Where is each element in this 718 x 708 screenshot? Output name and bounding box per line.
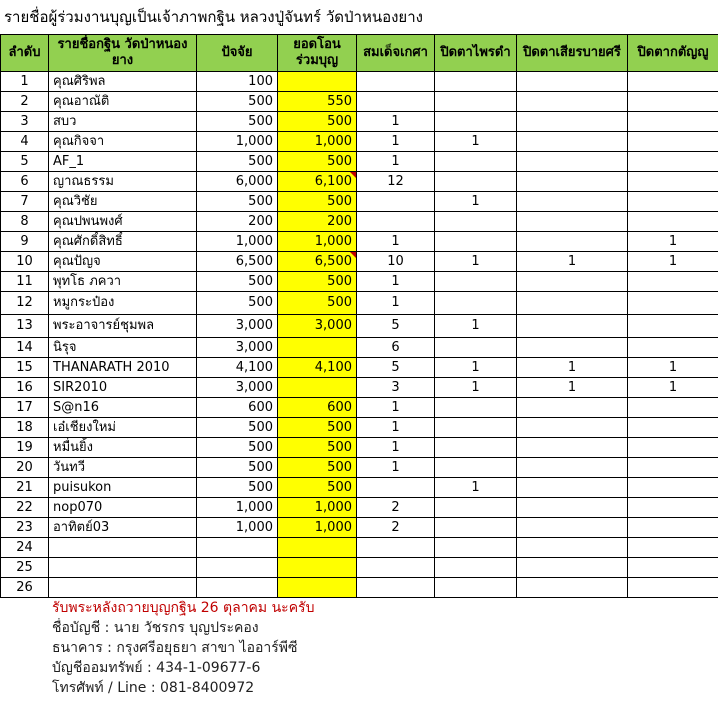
cell-pidta-phrai[interactable]: [435, 578, 517, 598]
cell-contribution[interactable]: 3,000: [197, 338, 278, 358]
cell-no[interactable]: 7: [1, 192, 49, 212]
cell-no[interactable]: 26: [1, 578, 49, 598]
cell-contribution[interactable]: [197, 558, 278, 578]
cell-pidta-katanyu[interactable]: [628, 112, 718, 132]
cell-pidta-phrai[interactable]: [435, 558, 517, 578]
cell-contribution[interactable]: 500: [197, 192, 278, 212]
footer-receive-note: รับพระหลังถวายบุญกฐิน 26 ตุลาคม นะครับ: [52, 600, 315, 616]
cell-contribution[interactable]: 6,500: [197, 252, 278, 272]
cell-transfer[interactable]: 6,500: [278, 252, 357, 272]
cell-transfer[interactable]: 500: [278, 192, 357, 212]
cell-pidta-katanyu[interactable]: [628, 338, 718, 358]
cell-name[interactable]: [49, 538, 197, 558]
cell-somdet[interactable]: [357, 192, 435, 212]
cell-name[interactable]: [49, 558, 197, 578]
table-row: [1, 272, 718, 292]
cell-contribution[interactable]: 100: [197, 72, 278, 92]
cell-pidta-phrai[interactable]: 1: [435, 315, 517, 338]
cell-name[interactable]: AF_1: [49, 152, 197, 172]
table-row: [1, 518, 718, 538]
donor-table: [0, 34, 718, 598]
cell-no[interactable]: 18: [1, 418, 49, 438]
cell-no[interactable]: 9: [1, 232, 49, 252]
cell-pidta-katanyu[interactable]: [628, 478, 718, 498]
cell-somdet[interactable]: 1: [357, 152, 435, 172]
cell-pidta-sia[interactable]: 1: [517, 358, 628, 378]
cell-no[interactable]: 11: [1, 272, 49, 292]
cell-pidta-katanyu[interactable]: [628, 418, 718, 438]
cell-transfer[interactable]: 200: [278, 212, 357, 232]
cell-pidta-sia[interactable]: [517, 212, 628, 232]
cell-somdet[interactable]: [357, 212, 435, 232]
table-row: [1, 378, 718, 398]
cell-contribution[interactable]: 200: [197, 212, 278, 232]
cell-pidta-katanyu[interactable]: [628, 558, 718, 578]
cell-transfer[interactable]: 500: [278, 292, 357, 315]
cell-transfer[interactable]: 1,000: [278, 518, 357, 538]
cell-pidta-phrai[interactable]: [435, 152, 517, 172]
cell-somdet[interactable]: 10: [357, 252, 435, 272]
cell-transfer[interactable]: 500: [278, 112, 357, 132]
cell-pidta-sia[interactable]: [517, 558, 628, 578]
cell-contribution[interactable]: 4,100: [197, 358, 278, 378]
cell-pidta-phrai[interactable]: [435, 438, 517, 458]
table-row: [1, 112, 718, 132]
table-row: [1, 212, 718, 232]
cell-pidta-phrai[interactable]: [435, 458, 517, 478]
cell-pidta-katanyu[interactable]: [628, 292, 718, 315]
cell-pidta-sia[interactable]: [517, 498, 628, 518]
cell-contribution[interactable]: 3,000: [197, 378, 278, 398]
cell-contribution[interactable]: 6,000: [197, 172, 278, 192]
cell-pidta-phrai[interactable]: 1: [435, 358, 517, 378]
cell-pidta-sia[interactable]: [517, 538, 628, 558]
cell-pidta-katanyu[interactable]: [628, 538, 718, 558]
cell-transfer[interactable]: [278, 72, 357, 92]
cell-transfer[interactable]: 500: [278, 152, 357, 172]
cell-transfer[interactable]: 550: [278, 92, 357, 112]
footer-phone: โทรศัพท์ / Line : 081-8400972: [52, 680, 255, 696]
cell-name[interactable]: S@n16: [49, 398, 197, 418]
cell-somdet[interactable]: 6: [357, 338, 435, 358]
cell-name[interactable]: คุณศิริพล: [49, 72, 197, 92]
cell-pidta-sia[interactable]: [517, 458, 628, 478]
cell-pidta-sia[interactable]: [517, 112, 628, 132]
cell-pidta-sia[interactable]: [517, 438, 628, 458]
table-row: [1, 192, 718, 212]
cell-contribution[interactable]: 600: [197, 398, 278, 418]
cell-name[interactable]: [49, 578, 197, 598]
cell-pidta-phrai[interactable]: [435, 418, 517, 438]
cell-name[interactable]: นิรุจ: [49, 338, 197, 358]
cell-contribution[interactable]: [197, 538, 278, 558]
cell-transfer[interactable]: 1,000: [278, 498, 357, 518]
cell-pidta-sia[interactable]: [517, 192, 628, 212]
header-somdet[interactable]: สมเด็จเกศา: [357, 35, 435, 72]
cell-no[interactable]: 1: [1, 72, 49, 92]
cell-pidta-sia[interactable]: [517, 338, 628, 358]
cell-pidta-sia[interactable]: [517, 232, 628, 252]
cell-pidta-sia[interactable]: 1: [517, 252, 628, 272]
cell-name[interactable]: คุณอาณัติ: [49, 92, 197, 112]
cell-somdet[interactable]: [357, 72, 435, 92]
cell-no[interactable]: 16: [1, 378, 49, 398]
header-pidta-katanyu[interactable]: ปิดตากตัญญู: [628, 35, 718, 72]
cell-pidta-phrai[interactable]: 1: [435, 192, 517, 212]
cell-pidta-sia[interactable]: [517, 418, 628, 438]
cell-pidta-katanyu[interactable]: 1: [628, 358, 718, 378]
cell-pidta-sia[interactable]: [517, 72, 628, 92]
cell-pidta-sia[interactable]: [517, 398, 628, 418]
cell-somdet[interactable]: 1: [357, 292, 435, 315]
cell-name[interactable]: puisukon: [49, 478, 197, 498]
cell-name[interactable]: THANARATH 2010: [49, 358, 197, 378]
cell-transfer[interactable]: 500: [278, 438, 357, 458]
cell-no[interactable]: 19: [1, 438, 49, 458]
cell-transfer[interactable]: 1,000: [278, 232, 357, 252]
cell-no[interactable]: 24: [1, 538, 49, 558]
cell-pidta-phrai[interactable]: [435, 172, 517, 192]
cell-pidta-katanyu[interactable]: [628, 398, 718, 418]
cell-pidta-sia[interactable]: 1: [517, 378, 628, 398]
cell-no[interactable]: 25: [1, 558, 49, 578]
table-body: [1, 72, 718, 598]
cell-contribution[interactable]: 500: [197, 438, 278, 458]
cell-transfer[interactable]: 600: [278, 398, 357, 418]
cell-somdet[interactable]: 2: [357, 498, 435, 518]
footer-bank: ธนาคาร : กรุงศรีอยุธยา สาขา ไออาร์พีซี: [52, 640, 298, 656]
cell-transfer[interactable]: 500: [278, 418, 357, 438]
cell-pidta-katanyu[interactable]: [628, 272, 718, 292]
cell-transfer[interactable]: 6,100: [278, 172, 357, 192]
cell-transfer[interactable]: [278, 558, 357, 578]
cell-pidta-sia[interactable]: [517, 518, 628, 538]
cell-contribution[interactable]: [197, 578, 278, 598]
table-row: [1, 498, 718, 518]
cell-transfer[interactable]: 500: [278, 272, 357, 292]
cell-name[interactable]: พระอาจารย์ชุมพล: [49, 315, 197, 338]
cell-no[interactable]: 2: [1, 92, 49, 112]
cell-pidta-phrai[interactable]: [435, 232, 517, 252]
cell-pidta-phrai[interactable]: 1: [435, 132, 517, 152]
cell-contribution[interactable]: 500: [197, 92, 278, 112]
cell-pidta-katanyu[interactable]: [628, 438, 718, 458]
table-row: [1, 152, 718, 172]
cell-somdet[interactable]: [357, 92, 435, 112]
cell-name[interactable]: วันทวี: [49, 458, 197, 478]
table-row: [1, 132, 718, 152]
cell-name[interactable]: คุณปพนพงศ์: [49, 212, 197, 232]
cell-pidta-sia[interactable]: [517, 478, 628, 498]
cell-no[interactable]: 8: [1, 212, 49, 232]
table-row: [1, 478, 718, 498]
cell-no[interactable]: 14: [1, 338, 49, 358]
cell-somdet[interactable]: [357, 558, 435, 578]
cell-pidta-katanyu[interactable]: 1: [628, 232, 718, 252]
cell-no[interactable]: 4: [1, 132, 49, 152]
cell-no[interactable]: 6: [1, 172, 49, 192]
cell-somdet[interactable]: [357, 478, 435, 498]
cell-name[interactable]: พุทโธ ภควา: [49, 272, 197, 292]
cell-pidta-katanyu[interactable]: [628, 518, 718, 538]
cell-name[interactable]: สบว: [49, 112, 197, 132]
header-row: [1, 35, 718, 72]
cell-pidta-katanyu[interactable]: [628, 212, 718, 232]
cell-no[interactable]: 23: [1, 518, 49, 538]
cell-somdet[interactable]: 3: [357, 378, 435, 398]
cell-no[interactable]: 13: [1, 315, 49, 338]
table-row: [1, 558, 718, 578]
cell-transfer[interactable]: [278, 338, 357, 358]
header-no[interactable]: ลำดับ: [1, 35, 49, 72]
cell-pidta-katanyu[interactable]: [628, 458, 718, 478]
cell-no[interactable]: 3: [1, 112, 49, 132]
cell-no[interactable]: 20: [1, 458, 49, 478]
cell-pidta-sia[interactable]: [517, 92, 628, 112]
cell-pidta-katanyu[interactable]: [628, 92, 718, 112]
cell-pidta-katanyu[interactable]: [628, 72, 718, 92]
cell-pidta-katanyu[interactable]: [628, 192, 718, 212]
cell-name[interactable]: ญาณธรรม: [49, 172, 197, 192]
cell-transfer[interactable]: 3,000: [278, 315, 357, 338]
cell-pidta-katanyu[interactable]: 1: [628, 378, 718, 398]
cell-no[interactable]: 22: [1, 498, 49, 518]
table-row: [1, 72, 718, 92]
cell-name[interactable]: คุณศักดิ์สิทธิ์: [49, 232, 197, 252]
cell-transfer[interactable]: [278, 378, 357, 398]
cell-no[interactable]: 10: [1, 252, 49, 272]
cell-contribution[interactable]: 500: [197, 478, 278, 498]
cell-contribution[interactable]: 500: [197, 292, 278, 315]
cell-name[interactable]: หมูกระป๋อง: [49, 292, 197, 315]
cell-name[interactable]: คุณปัญจ: [49, 252, 197, 272]
table-row: [1, 92, 718, 112]
cell-pidta-phrai[interactable]: 1: [435, 252, 517, 272]
table-row: [1, 538, 718, 558]
cell-somdet[interactable]: 1: [357, 438, 435, 458]
header-contribution[interactable]: ปัจจัย: [197, 35, 278, 72]
cell-contribution[interactable]: 1,000: [197, 498, 278, 518]
cell-pidta-phrai[interactable]: [435, 498, 517, 518]
table-row: [1, 398, 718, 418]
cell-no[interactable]: 17: [1, 398, 49, 418]
footer-account-number: บัญชีออมทรัพย์ : 434-1-09677-6: [52, 660, 261, 676]
cell-contribution[interactable]: 500: [197, 458, 278, 478]
cell-pidta-phrai[interactable]: 1: [435, 378, 517, 398]
cell-somdet[interactable]: [357, 538, 435, 558]
cell-somdet[interactable]: 1: [357, 272, 435, 292]
header-pidta-phrai[interactable]: ปิดตาไพรดำ: [435, 35, 517, 72]
cell-name[interactable]: คุณวิชัย: [49, 192, 197, 212]
cell-contribution[interactable]: 500: [197, 152, 278, 172]
cell-somdet[interactable]: 2: [357, 518, 435, 538]
cell-name[interactable]: หมื่นยิ้ง: [49, 438, 197, 458]
cell-pidta-katanyu[interactable]: [628, 132, 718, 152]
cell-pidta-phrai[interactable]: [435, 272, 517, 292]
cell-pidta-katanyu[interactable]: [628, 152, 718, 172]
cell-pidta-katanyu[interactable]: [628, 578, 718, 598]
cell-pidta-phrai[interactable]: [435, 518, 517, 538]
cell-pidta-phrai[interactable]: [435, 112, 517, 132]
table-row: [1, 292, 718, 315]
cell-pidta-katanyu[interactable]: [628, 315, 718, 338]
cell-pidta-sia[interactable]: [517, 578, 628, 598]
cell-somdet[interactable]: 1: [357, 112, 435, 132]
header-transfer[interactable]: ยอดโอนร่วมบุญ: [278, 35, 357, 72]
cell-contribution[interactable]: 1,000: [197, 132, 278, 152]
cell-pidta-phrai[interactable]: [435, 398, 517, 418]
table-row: [1, 458, 718, 478]
cell-pidta-phrai[interactable]: [435, 338, 517, 358]
cell-name[interactable]: nop070: [49, 498, 197, 518]
cell-contribution[interactable]: 500: [197, 112, 278, 132]
cell-pidta-katanyu[interactable]: [628, 498, 718, 518]
cell-pidta-katanyu[interactable]: 1: [628, 252, 718, 272]
header-pidta-sia[interactable]: ปิดตาเสียรบายศรี: [517, 35, 628, 72]
cell-somdet[interactable]: 1: [357, 418, 435, 438]
cell-somdet[interactable]: 5: [357, 315, 435, 338]
cell-transfer[interactable]: 500: [278, 458, 357, 478]
cell-contribution[interactable]: 1,000: [197, 232, 278, 252]
table-row: [1, 418, 718, 438]
cell-pidta-phrai[interactable]: [435, 92, 517, 112]
table-row: [1, 172, 718, 192]
cell-pidta-sia[interactable]: [517, 132, 628, 152]
cell-name[interactable]: SIR2010: [49, 378, 197, 398]
cell-no[interactable]: 12: [1, 292, 49, 315]
cell-contribution[interactable]: 500: [197, 272, 278, 292]
cell-name[interactable]: อาทิตย์03: [49, 518, 197, 538]
cell-no[interactable]: 21: [1, 478, 49, 498]
footer-notes: [0, 598, 718, 698]
cell-contribution[interactable]: 500: [197, 418, 278, 438]
cell-transfer[interactable]: 1,000: [278, 132, 357, 152]
cell-somdet[interactable]: 1: [357, 232, 435, 252]
table-row: [1, 315, 718, 338]
cell-somdet[interactable]: 1: [357, 398, 435, 418]
table-row: [1, 338, 718, 358]
cell-pidta-katanyu[interactable]: [628, 172, 718, 192]
cell-no[interactable]: 15: [1, 358, 49, 378]
table-row: [1, 252, 718, 272]
sheet-title: รายชื่อผู้ร่วมงานบุญเป็นเจ้าภาพกฐิน หลวงปู่จันทร์ วัดป่าหนองยาง: [4, 8, 423, 26]
cell-somdet[interactable]: 1: [357, 132, 435, 152]
table-row: [1, 358, 718, 378]
table-row: [1, 438, 718, 458]
cell-contribution[interactable]: 3,000: [197, 315, 278, 338]
cell-transfer[interactable]: 500: [278, 478, 357, 498]
cell-contribution[interactable]: 1,000: [197, 518, 278, 538]
cell-pidta-sia[interactable]: [517, 272, 628, 292]
cell-transfer[interactable]: [278, 538, 357, 558]
cell-pidta-sia[interactable]: [517, 315, 628, 338]
cell-pidta-phrai[interactable]: [435, 72, 517, 92]
table-row: [1, 578, 718, 598]
cell-transfer[interactable]: [278, 578, 357, 598]
cell-no[interactable]: 5: [1, 152, 49, 172]
cell-pidta-sia[interactable]: [517, 152, 628, 172]
cell-pidta-sia[interactable]: [517, 172, 628, 192]
cell-pidta-phrai[interactable]: 1: [435, 478, 517, 498]
header-name[interactable]: รายชื่อกฐิน วัดป่าหนองยาง: [49, 35, 197, 72]
cell-pidta-phrai[interactable]: [435, 538, 517, 558]
cell-name[interactable]: เอ๋เชียงใหม่: [49, 418, 197, 438]
table-row: [1, 232, 718, 252]
cell-somdet[interactable]: 12: [357, 172, 435, 192]
cell-transfer[interactable]: 4,100: [278, 358, 357, 378]
cell-somdet[interactable]: 1: [357, 458, 435, 478]
cell-pidta-phrai[interactable]: [435, 292, 517, 315]
cell-somdet[interactable]: 5: [357, 358, 435, 378]
cell-pidta-phrai[interactable]: [435, 212, 517, 232]
cell-somdet[interactable]: [357, 578, 435, 598]
footer-account-name: ชื่อบัญชี : นาย วัชรกร บุญประคอง: [52, 620, 259, 636]
cell-name[interactable]: คุณกิจจา: [49, 132, 197, 152]
cell-pidta-sia[interactable]: [517, 292, 628, 315]
